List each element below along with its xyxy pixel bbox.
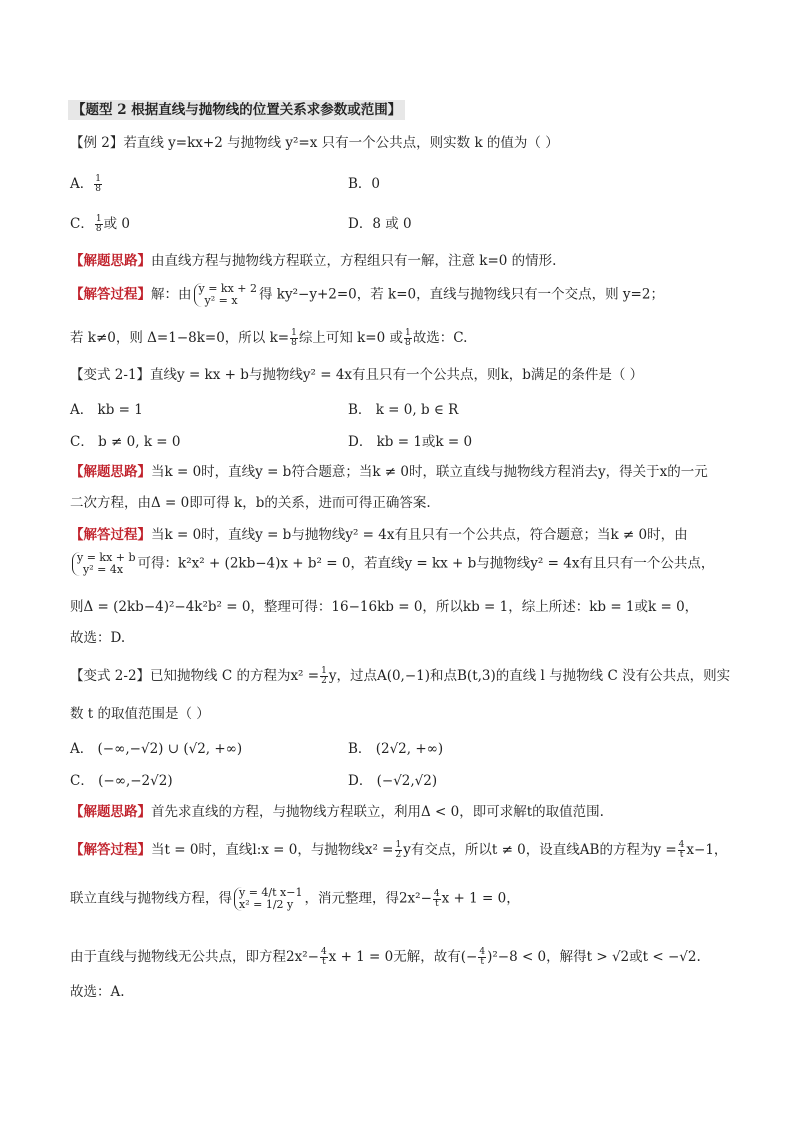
solution-process-2 [70,552,714,576]
idea-text: 当k = 0时，直线y = b符合题意；当k ≠ 0时，联立直线与抛物线方程消去y，得关于x的一元 [151,464,708,480]
option-b: B．0 [348,176,381,192]
process-text: y有交点，所以t ≠ 0，设直线AB的方程为y = [403,842,677,858]
fraction [320,948,328,967]
fraction [320,667,328,686]
solution-process-1 [70,840,727,860]
fraction [478,948,486,967]
option-c: C． b ≠ 0, k = 0 [70,434,181,450]
process-text: 若 k≠0，则 Δ=1−8k=0，所以 k= [70,330,290,346]
equation-system [72,552,136,576]
section-heading: 【题型 2 根据直线与抛物线的位置关系求参数或范围】 [68,100,405,120]
denominator: 8 [95,224,102,234]
process-text: 得 ky²−y+2=0，若 k=0，直线与抛物线只有一个交点，则 y=2； [259,286,664,303]
solution-process-3 [70,947,701,967]
option-tail: 或 0 [103,216,130,232]
process-text: )²−8 < 0，解得t > √2或t < −√2. [487,949,701,965]
numerator: 1 [291,328,297,338]
equation: y² = 4x [83,563,124,576]
option-label: C． [70,216,94,232]
numerator: 4 [479,947,486,957]
solution-idea-2: 二次方程，由Δ = 0即可得 k，b的关系，进而可得正确答案. [70,495,431,511]
idea-text: 由直线方程与抛物线方程联立，方程组只有一解，注意 k=0 的情形. [151,253,557,269]
solution-idea-1 [70,462,708,482]
idea-tag: 【解题思路】 [70,464,151,480]
solution-process-2 [70,328,467,348]
option-c [70,212,130,234]
option-c: C． (−∞,−2√2) [70,773,173,789]
solution-process-3: 则Δ = (2kb−4)²−4k²b² = 0，整理可得：16−16kb = 0，所以kb = 1，综上所述：kb = 1或k = 0， [70,599,699,615]
denominator: t [434,898,439,909]
idea-tag: 【解题思路】 [70,253,151,269]
question-text: 直线y = kx + b与抛物线y² = 4x有且只有一个公共点，则k，b满足的条件是（ ） [150,367,644,383]
process-text: ，消元整理，得2x²− [304,890,432,907]
process-text: 综上可知 k=0 或 [298,330,403,346]
equation-system [194,283,258,307]
process-tag: 【解答过程】 [70,527,151,543]
process-tag: 【解答过程】 [70,286,151,303]
solution-process-1 [70,525,688,545]
denominator: 2 [395,850,402,860]
numerator: 1 [405,328,411,338]
option-b: B． k = 0, b ∈ R [348,402,459,418]
numerator: 1 [95,214,102,224]
equation: y = 4/t x−1 [239,886,303,899]
denominator: 8 [405,338,411,348]
numerator: 4 [320,947,327,957]
question-text: 若直线 y=kx+2 与抛物线 y²=x 只有一个公共点，则实数 k 的值为（ ） [123,135,559,151]
solution-process-1 [70,283,664,307]
idea-tag: 【解题思路】 [70,804,151,820]
solution-answer: 故选：D. [70,630,126,646]
example-tag: 【例 2】 [70,135,124,151]
solution-idea [70,802,604,822]
numerator: 4 [433,888,440,899]
numerator: 1 [395,840,402,850]
variant-tag: 【变式 2-1】 [70,367,151,383]
equation: y² = x [204,294,238,307]
solution-answer: 故选：A. [70,984,125,1000]
solution-process-2 [70,887,520,911]
process-text: 可得：k²x² + (2kb−4)x + b² = 0，若直线y = kx + b与抛物线y² = 4x有且只有一个公共点， [137,555,715,572]
idea-text: 首先求直线的方程，与抛物线方程联立，利用Δ < 0，即可求解t的取值范围. [151,804,604,820]
variant-2-2-question-1 [70,666,730,686]
solution-idea [70,251,556,271]
numerator: 1 [321,666,327,676]
example-2-question [70,133,559,153]
option-b: B． (2√2, +∞) [348,741,444,757]
equation: y = kx + b [77,551,136,564]
fraction [95,215,103,234]
process-text: 联立直线与抛物线方程，得 [70,890,232,907]
denominator: 8 [95,184,101,194]
fraction [404,329,412,348]
equation: y = kx + 2 [198,282,258,295]
fraction [94,175,102,194]
process-text: x + 1 = 0无解，故有(− [328,949,478,965]
option-label: A． [70,176,94,192]
option-d: D． (−√2,√2) [348,773,438,789]
option-d: D． kb = 1或k = 0 [348,434,473,450]
equation: x² = 1/2 y [239,898,294,911]
process-text: x + 1 = 0， [441,890,520,907]
fraction [433,890,441,909]
option-d: D．8 或 0 [348,216,412,232]
numerator: 1 [95,174,101,184]
process-text: 当k = 0时，直线y = b与抛物线y² = 4x有且只有一个公共点，符合题意；当k ≠ 0时，由 [151,527,688,543]
option-a: A． (−∞,−√2) ∪ (√2, +∞) [70,741,243,757]
fraction [678,841,686,860]
variant-2-2-question-2: 数 t 的取值范围是（ ） [70,706,210,722]
denominator: t [480,957,485,967]
equation-system [234,887,302,911]
option-a [70,172,103,194]
fraction [290,329,298,348]
process-text: 故选：C. [412,330,468,346]
process-text: 当t = 0时，直线l:x = 0，与抛物线x² = [151,842,394,858]
denominator: 2 [321,676,327,686]
option-a: A． kb = 1 [70,402,143,418]
process-text: 解：由 [151,286,192,303]
fraction [395,841,403,860]
variant-2-1-question [70,365,643,385]
denominator: 8 [291,338,297,348]
question-text: y，过点A(0,−1)和点B(t,3)的直线 l 与抛物线 C 没有公共点，则实 [328,668,731,684]
process-text: x−1， [686,842,728,858]
variant-tag: 【变式 2-2】 [70,668,151,684]
process-tag: 【解答过程】 [70,842,151,858]
question-text: 已知抛物线 C 的方程为x² = [150,668,320,684]
denominator: t [321,957,326,967]
numerator: 4 [678,840,685,850]
denominator: t [679,850,684,860]
process-text: 由于直线与抛物线无公共点，即方程2x²− [70,949,319,965]
